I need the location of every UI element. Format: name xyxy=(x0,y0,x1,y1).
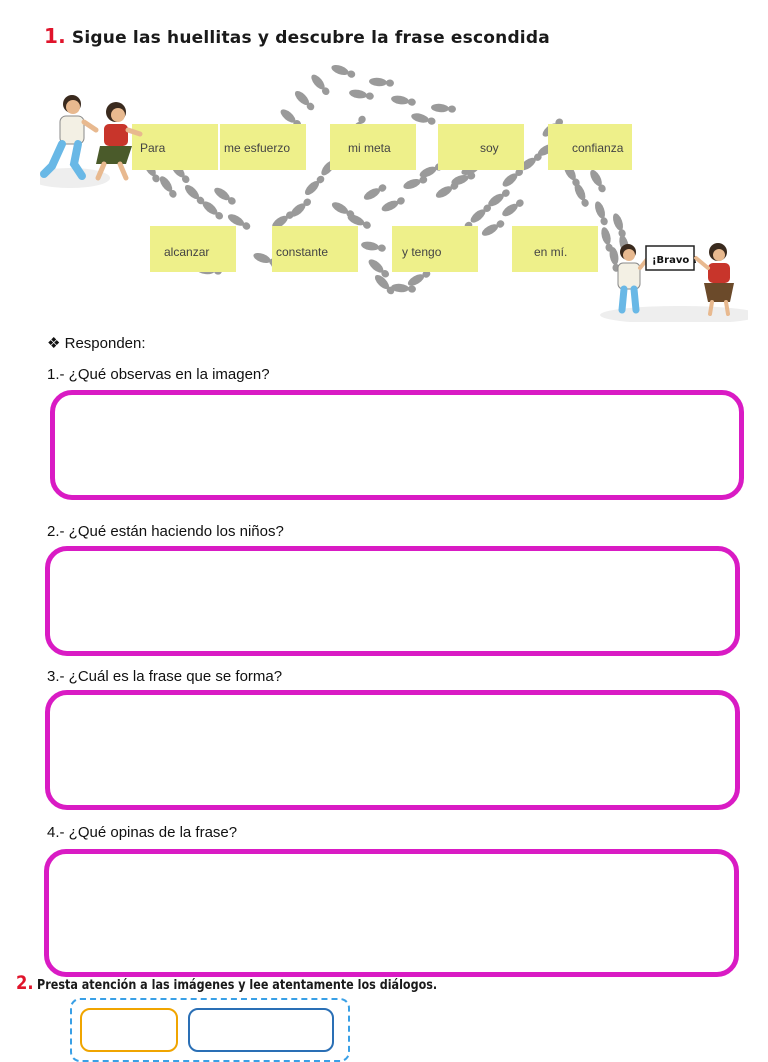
section-1-number: 1. xyxy=(44,24,66,48)
svg-text:soy: soy xyxy=(480,141,499,155)
svg-text:alcanzar: alcanzar xyxy=(164,245,210,259)
word-card-7 xyxy=(272,226,358,272)
section-1-title-text: Sigue las huellitas y descubre la frase escondida xyxy=(71,28,550,48)
word-card-5 xyxy=(548,124,632,170)
answer-box-4[interactable] xyxy=(44,849,739,977)
question-1: 1.- ¿Qué observas en la imagen? xyxy=(47,366,270,383)
word-card-4 xyxy=(438,124,524,170)
svg-text:confianza: confianza xyxy=(572,141,624,155)
speech-bubble-2 xyxy=(188,1008,334,1052)
section-2-title xyxy=(16,972,437,994)
answer-box-1[interactable] xyxy=(50,390,744,500)
boy-with-sign-illustration xyxy=(618,244,648,310)
section-2-title-text: Presta atención a las imágenes y lee atentamente los diálogos. xyxy=(37,978,438,993)
question-4: 4.- ¿Qué opinas de la frase? xyxy=(47,824,238,841)
answer-box-3[interactable] xyxy=(45,690,740,810)
svg-text:constante: constante xyxy=(276,245,329,259)
bravo-sign xyxy=(646,246,697,270)
svg-text:y tengo: y tengo xyxy=(402,245,442,259)
question-3: 3.- ¿Cuál es la frase que se forma? xyxy=(47,668,283,685)
svg-text:me esfuerzo: me esfuerzo xyxy=(224,141,291,155)
word-card-6 xyxy=(150,226,236,272)
svg-text:Para: Para xyxy=(140,141,166,155)
word-card-2 xyxy=(220,124,306,170)
section-2-number: 2. xyxy=(16,972,34,994)
svg-text:mi meta: mi meta xyxy=(348,141,391,155)
speech-bubble-1 xyxy=(80,1008,178,1052)
svg-text:en mí.: en mí. xyxy=(534,245,568,259)
answer-box-2[interactable] xyxy=(45,546,740,656)
footprints-illustration xyxy=(40,60,748,322)
word-card-3 xyxy=(330,124,416,170)
girl-with-sign-illustration xyxy=(696,243,734,314)
word-card-9 xyxy=(512,226,598,272)
svg-text:¡Bravo !: ¡Bravo ! xyxy=(652,255,698,266)
section-1-title xyxy=(44,24,550,48)
word-card-1 xyxy=(132,124,218,170)
running-boy-illustration xyxy=(44,95,96,176)
question-2: 2.- ¿Qué están haciendo los niños? xyxy=(47,523,284,540)
word-card-8 xyxy=(392,226,478,272)
responden-label: ❖ Responden: xyxy=(47,335,146,352)
